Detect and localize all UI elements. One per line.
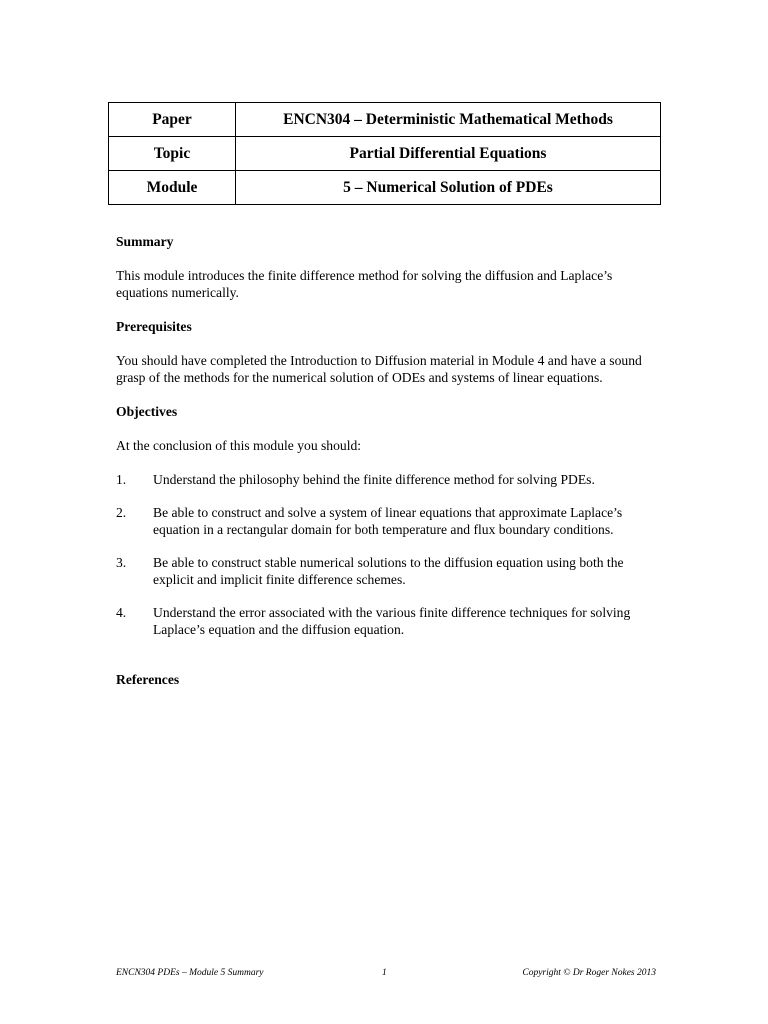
objective-number: 2. bbox=[116, 505, 127, 520]
document-body bbox=[116, 233, 656, 688]
header-row-topic bbox=[109, 137, 661, 171]
objective-item bbox=[116, 604, 656, 638]
footer-copyright: Copyright © Dr Roger Nokes 2013 bbox=[522, 968, 656, 978]
header-key-paper: Paper bbox=[109, 103, 236, 137]
page-footer bbox=[116, 966, 656, 980]
header-key-topic: Topic bbox=[109, 137, 236, 171]
objective-text: Understand the error associated with the various finite difference techniques for solving Laplace’s equation and the diffusion equation. bbox=[153, 605, 631, 637]
summary-heading: Summary bbox=[116, 234, 174, 249]
header-row-paper bbox=[109, 103, 661, 137]
objectives-intro: At the conclusion of this module you should: bbox=[116, 438, 362, 453]
header-key-module: Module bbox=[109, 171, 236, 205]
objectives-list bbox=[116, 471, 656, 638]
module-header-table bbox=[108, 102, 661, 205]
footer-page-number: 1 bbox=[382, 968, 387, 978]
header-value-paper: ENCN304 – Deterministic Mathematical Methods bbox=[236, 103, 661, 137]
objectives-heading: Objectives bbox=[116, 404, 178, 419]
footer-document-title: ENCN304 PDEs – Module 5 Summary bbox=[116, 968, 264, 978]
objective-item bbox=[116, 504, 656, 538]
objective-number: 3. bbox=[116, 555, 127, 570]
objective-number: 4. bbox=[116, 605, 127, 620]
header-value-module: 5 – Numerical Solution of PDEs bbox=[236, 171, 661, 205]
objective-text: Be able to construct and solve a system of linear equations that approximate Laplace’s equation in a rectangular domain for both temperature and flux boundary conditions. bbox=[153, 505, 623, 537]
header-row-module bbox=[109, 171, 661, 205]
objective-text: Be able to construct stable numerical solutions to the diffusion equation using both the explicit and implicit finite difference schemes. bbox=[153, 555, 624, 587]
objective-item bbox=[116, 471, 656, 488]
objective-item bbox=[116, 554, 656, 588]
objective-number: 1. bbox=[116, 472, 127, 487]
references-heading: References bbox=[116, 672, 180, 687]
objective-text: Understand the philosophy behind the finite difference method for solving PDEs. bbox=[153, 472, 595, 487]
summary-text: This module introduces the finite difference method for solving the diffusion and Laplace’s equations numerically. bbox=[116, 268, 613, 300]
prerequisites-text: You should have completed the Introduction to Diffusion material in Module 4 and have a sound grasp of the methods for the numerical solution of ODEs and systems of linear equations. bbox=[116, 353, 642, 385]
header-value-topic: Partial Differential Equations bbox=[236, 137, 661, 171]
prerequisites-heading: Prerequisites bbox=[116, 319, 192, 334]
